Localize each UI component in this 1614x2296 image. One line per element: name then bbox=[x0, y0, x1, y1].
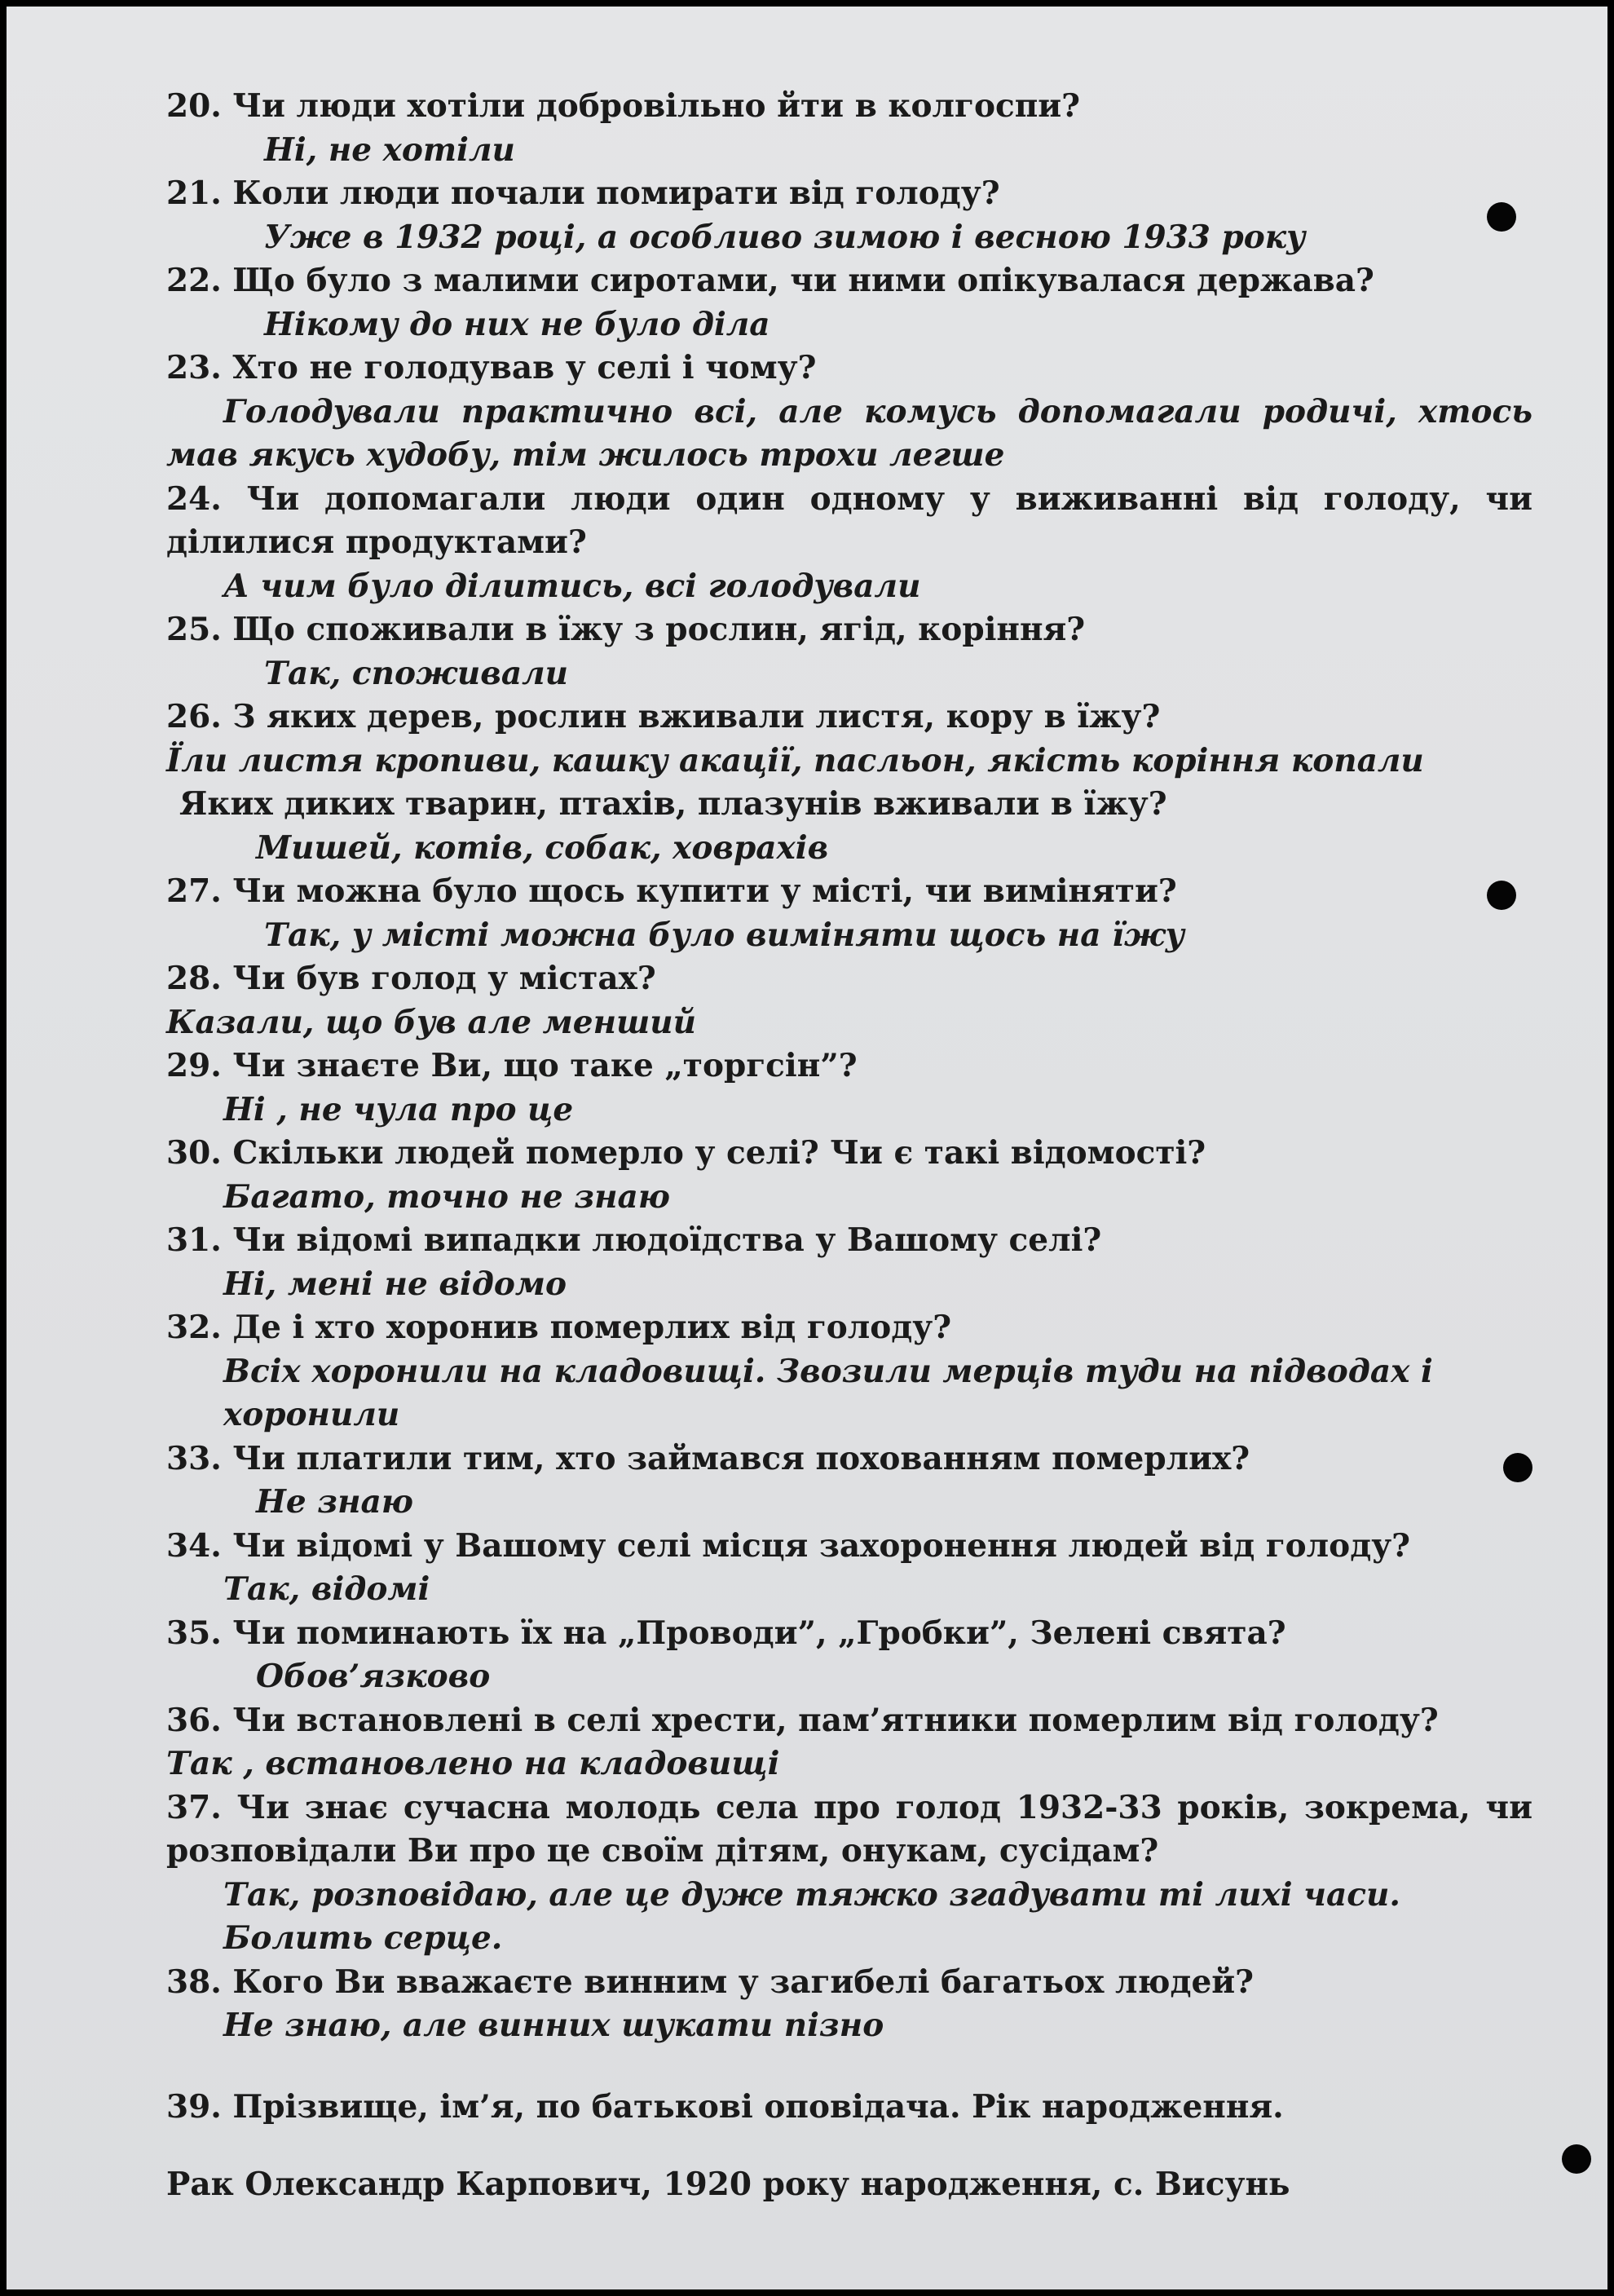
question: 26. З яких дерев, рослин вживали листя, кору в їжу? bbox=[166, 698, 1161, 735]
answer: Уже в 1932 році, а особливо зимою і весною 1933 року bbox=[264, 218, 1306, 256]
answer: Не знаю bbox=[256, 1483, 413, 1521]
question: 27. Чи можна було щось купити у місті, чи виміняти? bbox=[166, 872, 1177, 910]
answer: Так, розповідаю, але це дуже тяжко згадувати ті лихі часи. Болить серце. bbox=[223, 1875, 1400, 1957]
question: 37. Чи знає сучасна молодь села про голод 1932-33 років, зокрема, чи розповідали Ви про це своїм дітям, онукам, сусідам? bbox=[166, 1788, 1532, 1870]
answer: Казали, що був але менший bbox=[166, 1003, 696, 1041]
answer: Ні, мені не відомо bbox=[223, 1265, 567, 1303]
question: 34. Чи відомі у Вашому селі місця захоронення людей від голоду? bbox=[166, 1526, 1411, 1565]
answer: Не знаю, але винних шукати пізно bbox=[223, 2007, 884, 2044]
answer: Ні, не хотіли bbox=[264, 130, 515, 169]
question: Яких диких тварин, птахів, плазунів вживали в їжу? bbox=[179, 785, 1167, 823]
question: 30. Скільки людей померло у селі? Чи є такі відомості? bbox=[166, 1134, 1206, 1172]
answer: Ні , не чула про це bbox=[223, 1090, 574, 1128]
answer: Так, споживали bbox=[264, 654, 569, 692]
narrator-question: 39. Прізвище, ім’я, по батькові оповідача. Рік народження. bbox=[166, 2087, 1284, 2126]
question: 28. Чи був голод у містах? bbox=[166, 960, 656, 997]
question: 23. Хто не голодував у селі і чому? bbox=[166, 349, 817, 386]
punch-hole bbox=[1562, 2144, 1591, 2174]
spacer bbox=[166, 2048, 1532, 2086]
question: 25. Що споживали в їжу з рослин, ягід, коріння? bbox=[166, 611, 1086, 648]
question: 20. Чи люди хотіли добровільно йти в колгоспи? bbox=[166, 87, 1081, 125]
question: 31. Чи відомі випадки людоїдства у Вашому селі? bbox=[166, 1221, 1102, 1259]
questionnaire-text bbox=[166, 85, 1532, 2207]
answer: Так, відомі bbox=[223, 1570, 430, 1608]
question: 33. Чи платили тим, хто займався похованням померлих? bbox=[166, 1439, 1250, 1477]
answer: Так, у місті можна було виміняти щось на їжу bbox=[264, 916, 1185, 954]
answer: Нікому до них не було діла bbox=[264, 305, 770, 343]
answer: Їли листя кропиви, кашку акації, пасльон, якість коріння копали bbox=[166, 741, 1424, 779]
question: 24. Чи допомагали люди один одному у виживанні від голоду, чи ділилися продуктами? bbox=[166, 479, 1532, 561]
answer: А чим було ділитись, всі голодували bbox=[223, 567, 921, 605]
question: 32. Де і хто хоронив померлих від голоду? bbox=[166, 1309, 952, 1346]
question: 21. Коли люди почали помирати від голоду? bbox=[166, 174, 1000, 212]
answer: Мишей, котів, собак, ховрахів bbox=[256, 828, 829, 867]
question: 38. Кого Ви вважаєте винним у загибелі багатьох людей? bbox=[166, 1963, 1255, 2001]
answer: Голодували практично всі, але комусь допомагали родичі, хтось мав якусь худобу, тім жилось трохи легше bbox=[166, 392, 1532, 474]
answer: Багато, точно не знаю bbox=[223, 1177, 670, 1216]
question: 22. Що було з малими сиротами, чи ними опікувалася держава? bbox=[166, 262, 1374, 299]
answer: Обов’язково bbox=[256, 1658, 491, 1695]
question: 29. Чи знаєте Ви, що таке „торгсін”? bbox=[166, 1047, 858, 1084]
narrator-answer: Рак Олександр Карпович, 1920 року народження, с. Висунь bbox=[166, 2166, 1290, 2203]
spacer bbox=[166, 2129, 1532, 2163]
question: 36. Чи встановлені в селі хрести, пам’ятники померлим від голоду? bbox=[166, 1701, 1439, 1739]
question: 35. Чи поминають їх на „Проводи”, „Гробки”, Зелені свята? bbox=[166, 1614, 1286, 1652]
answer: Всіх хоронили на кладовищі. Звозили мерців туди на підводах і хоронили bbox=[223, 1352, 1433, 1433]
answer: Так , встановлено на кладовищі bbox=[166, 1745, 780, 1782]
document-page bbox=[7, 7, 1607, 2289]
